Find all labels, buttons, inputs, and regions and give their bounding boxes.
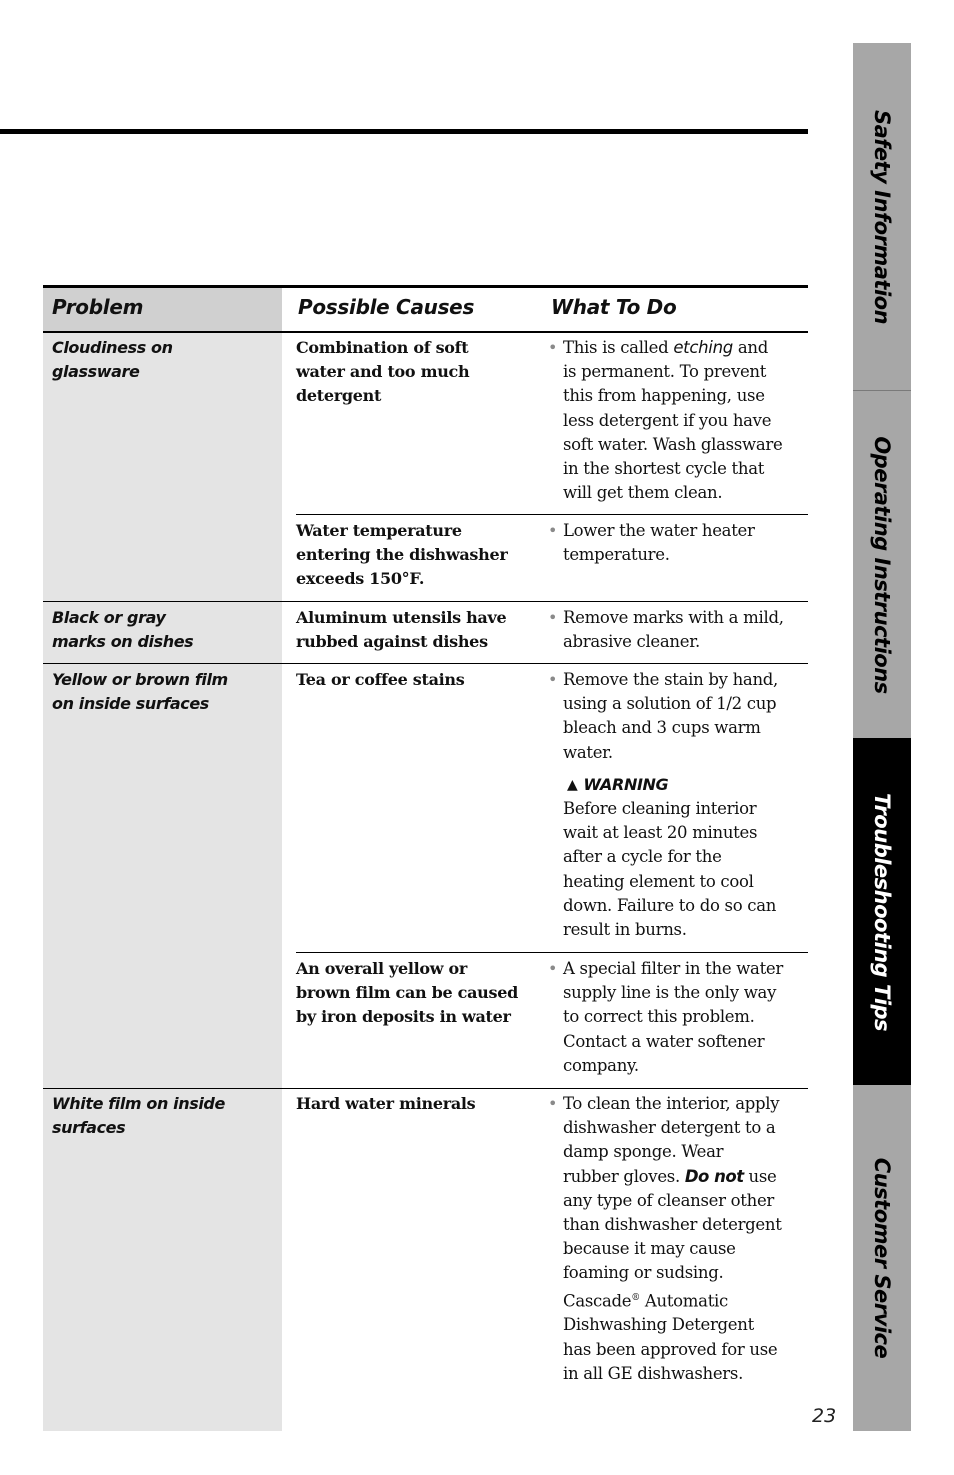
header-todo: What To Do <box>551 295 677 319</box>
todo-line: damp sponge. Wear <box>563 1142 724 1162</box>
todo-line: than dishwasher detergent <box>563 1215 782 1235</box>
tab-customer-service[interactable] <box>853 1085 911 1431</box>
todo-text: use <box>743 1166 777 1186</box>
todo-line <box>563 1165 808 1189</box>
warning-line: down. Failure to do so can <box>563 895 777 915</box>
top-rule <box>0 129 808 134</box>
todo-special-filter <box>563 957 808 1078</box>
tab-label: Safety Information <box>870 109 894 324</box>
header-causes: Possible Causes <box>298 295 475 319</box>
problem-cloudiness <box>52 336 277 384</box>
todo-clean-interior <box>563 1092 808 1386</box>
warning-title: WARNING <box>583 774 669 794</box>
registered-mark: ® <box>631 1292 640 1303</box>
warning-heading <box>563 773 808 797</box>
todo-line: Contact a water softener <box>563 1031 765 1051</box>
todo-line: is permanent. To prevent <box>563 362 767 382</box>
bullet-icon: • <box>548 1094 558 1113</box>
todo-text: This is called <box>563 338 674 357</box>
problem-black-marks <box>52 606 277 654</box>
problem-line: Black or gray <box>52 608 166 627</box>
problem-bg-4 <box>43 1089 282 1431</box>
bullet-icon: • <box>548 338 558 357</box>
todo-line: will get them clean. <box>563 483 723 503</box>
todo-line: To clean the interior, apply <box>563 1094 780 1113</box>
todo-line <box>563 1286 808 1314</box>
todo-line: company. <box>563 1055 639 1075</box>
todo-remove-marks <box>563 606 808 654</box>
bullet-icon: • <box>548 521 558 540</box>
problem-line: surfaces <box>52 1118 126 1137</box>
todo-line: any type of cleanser other <box>563 1190 774 1210</box>
brand-name: Cascade <box>563 1291 632 1311</box>
todo-line: Remove the stain by hand, <box>563 670 778 689</box>
cause-line: by iron deposits in water <box>296 1007 511 1026</box>
row-rule <box>296 952 808 953</box>
row-rule <box>43 601 808 602</box>
todo-text: and <box>732 338 768 357</box>
cause-hard-water <box>296 1092 532 1116</box>
cause-line: exceeds 150°F. <box>296 569 425 588</box>
problem-line: White film on inside <box>52 1094 225 1113</box>
cause-soft-water <box>296 336 532 408</box>
todo-line: foaming or sudsing. <box>563 1263 724 1283</box>
page-number: 23 <box>812 1405 837 1427</box>
todo-line: water. <box>563 742 613 762</box>
tab-troubleshooting-tips[interactable] <box>853 738 911 1085</box>
problem-yellow-film <box>52 668 277 716</box>
header-problem: Problem <box>52 295 144 319</box>
row-rule <box>43 1088 808 1089</box>
todo-water-heater <box>563 519 808 567</box>
todo-emphasis: etching <box>673 338 733 357</box>
warning-line: heating element to cool <box>563 871 754 891</box>
tab-safety-information[interactable] <box>853 43 911 390</box>
troubleshooting-table <box>43 285 808 1431</box>
cause-aluminum <box>296 606 532 654</box>
warning-line: wait at least 20 minutes <box>563 823 758 843</box>
todo-line: bleach and 3 cups warm <box>563 718 761 738</box>
bullet-icon: • <box>548 608 558 627</box>
table-header <box>43 288 808 331</box>
cause-water-temperature <box>296 519 532 591</box>
cause-line: An overall yellow or <box>296 959 468 978</box>
todo-etching <box>563 336 808 505</box>
tab-label: Operating Instructions <box>870 435 894 694</box>
cause-line: entering the dishwasher <box>296 545 508 564</box>
warning-line: after a cycle for the <box>563 847 722 867</box>
todo-remove-stain <box>563 668 808 942</box>
todo-line: less detergent if you have <box>563 410 772 430</box>
cause-line: rubbed against dishes <box>296 632 488 651</box>
todo-line: supply line is the only way <box>563 983 777 1003</box>
todo-line: has been approved for use <box>563 1339 778 1359</box>
cause-line: brown film can be caused <box>296 983 518 1002</box>
todo-line: dishwasher detergent to a <box>563 1118 776 1138</box>
todo-text: rubber gloves. <box>563 1166 685 1186</box>
cause-line: Tea or coffee stains <box>296 670 465 689</box>
todo-line: abrasive cleaner. <box>563 632 700 652</box>
todo-line: Lower the water heater <box>563 521 755 540</box>
problem-line: on inside surfaces <box>52 694 209 713</box>
section-tabs <box>853 43 911 1431</box>
problem-line: glassware <box>52 362 140 381</box>
row-rule <box>296 514 808 515</box>
todo-line: Remove marks with a mild, <box>563 608 784 627</box>
todo-text: Automatic <box>639 1291 728 1311</box>
cause-line: Water temperature <box>296 521 462 540</box>
todo-line: Dishwashing Detergent <box>563 1315 754 1335</box>
cause-line: Aluminum utensils have <box>296 608 507 627</box>
bullet-icon: • <box>548 670 558 689</box>
cause-tea-coffee <box>296 668 532 692</box>
cause-line: Hard water minerals <box>296 1094 476 1113</box>
cause-line: Combination of soft <box>296 338 469 357</box>
todo-line: to correct this problem. <box>563 1007 755 1027</box>
cause-line: detergent <box>296 386 382 405</box>
warning-line: Before cleaning interior <box>563 799 757 819</box>
todo-line: A special filter in the water <box>563 959 783 978</box>
row-rule <box>43 663 808 664</box>
warning-triangle-icon: ▲ <box>567 776 578 793</box>
todo-line: because it may cause <box>563 1239 736 1259</box>
problem-white-film <box>52 1092 277 1140</box>
cause-iron-deposits <box>296 957 532 1029</box>
problem-line: marks on dishes <box>52 632 194 651</box>
bullet-icon: • <box>548 959 558 978</box>
tab-label: Troubleshooting Tips <box>870 792 894 1031</box>
problem-line: Cloudiness on <box>52 338 173 357</box>
todo-line: soft water. Wash glassware <box>563 434 783 454</box>
tab-label: Customer Service <box>870 1157 894 1359</box>
todo-line: in all GE dishwashers. <box>563 1363 744 1383</box>
todo-line: temperature. <box>563 545 670 565</box>
warning-line: result in burns. <box>563 920 687 940</box>
todo-line: this from happening, use <box>563 386 765 406</box>
todo-emphasis: Do not <box>684 1166 744 1186</box>
problem-line: Yellow or brown film <box>52 670 228 689</box>
problem-bg-3 <box>43 664 282 1088</box>
todo-line: in the shortest cycle that <box>563 459 765 479</box>
tab-operating-instructions[interactable] <box>853 391 911 738</box>
todo-line: using a solution of 1/2 cup <box>563 694 777 714</box>
cause-line: water and too much <box>296 362 470 381</box>
todo-line <box>563 336 808 360</box>
